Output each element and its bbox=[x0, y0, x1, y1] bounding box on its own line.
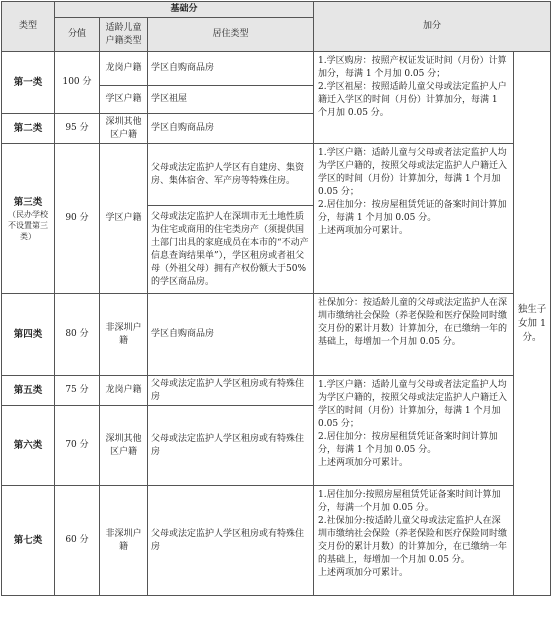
bonus-cell-2 bbox=[314, 144, 514, 294]
type-cell bbox=[2, 144, 55, 294]
score-cell: 80 分 bbox=[55, 294, 100, 376]
only-child-bonus: 独生子女加 1 分。 bbox=[517, 303, 547, 343]
bonus-cell-1 bbox=[314, 52, 514, 144]
hukou-cell: 学区户籍 bbox=[100, 86, 148, 114]
score-cell: 90 分 bbox=[55, 144, 100, 294]
score-cell: 100 分 bbox=[55, 52, 100, 114]
table-row bbox=[2, 486, 551, 596]
type-cell: 第六类 bbox=[2, 406, 55, 486]
hukou-cell: 学区户籍 bbox=[100, 144, 148, 294]
type-cell: 第四类 bbox=[2, 294, 55, 376]
bonus-text: 1.学区户籍：适龄儿童与父母或者法定监护人均为学区户籍的，按照父母或法定监护人户籍迁入学区的时间（月份）计算加分，每满 1 个月加 0.05 分； bbox=[318, 380, 508, 429]
hukou-cell: 深圳其他区户籍 bbox=[100, 406, 148, 486]
table-row bbox=[2, 144, 551, 206]
score-cell: 60 分 bbox=[55, 486, 100, 596]
bonus-cell-4 bbox=[314, 376, 514, 486]
residence-cell: 学区祖屋 bbox=[148, 86, 314, 114]
bonus-text: 上述两项加分可累计。 bbox=[318, 226, 409, 236]
only-child-bonus-cell bbox=[514, 52, 551, 596]
bonus-cell-5 bbox=[314, 486, 514, 596]
bonus-text: 上述两项加分可累计。 bbox=[318, 458, 409, 468]
residence-cell: 父母或法定监护人学区租房或有特殊住房 bbox=[148, 376, 314, 406]
hukou-cell: 深圳其他区户籍 bbox=[100, 114, 148, 144]
bonus-text: 2.社保加分:按适龄儿童父母或法定监护人在深圳市缴纳社会保险（养老保险和医疗保险同时缴交月份的累计月数）的计算加分，在已缴纳一年的基础上，每增加一个月加 0.05 分。 bbox=[318, 516, 508, 565]
bonus-text: 2.居住加分：按房屋租赁凭证的备案时间计算加分，每满 1 个月加 0.05 分。 bbox=[318, 200, 507, 223]
score-cell: 95 分 bbox=[55, 114, 100, 144]
header-type: 类型 bbox=[2, 2, 55, 52]
residence-cell: 父母或法定监护人学区租房或有特殊住房 bbox=[148, 486, 314, 596]
type-cell: 第七类 bbox=[2, 486, 55, 596]
bonus-text: 上述两项加分可累计。 bbox=[318, 568, 409, 578]
hukou-cell: 非深圳户籍 bbox=[100, 294, 148, 376]
bonus-text: 社保加分：按适龄儿童的父母或法定监护人在深圳市缴纳社会保险（养老保险和医疗保险同时缴交月份的累计月数）计算加分，在已缴纳一年的基础上，每增加一个月加 0.05 分。 bbox=[318, 298, 508, 347]
residence-cell: 学区自购商品房 bbox=[148, 114, 314, 144]
hukou-cell: 龙岗户籍 bbox=[100, 376, 148, 406]
bonus-text: 2.居住加分：按房屋租赁凭证备案时间计算加分，每满 1 个月加 0.05 分。 bbox=[318, 432, 498, 455]
type-note: （民办学校不设置第三类） bbox=[8, 209, 48, 241]
bonus-text: 1.居住加分:按照房屋租赁凭证备案时间计算加分，每满一个月加 0.05 分。 bbox=[318, 490, 501, 513]
admission-points-table bbox=[1, 1, 551, 596]
residence-cell: 学区自购商品房 bbox=[148, 294, 314, 376]
table-row bbox=[2, 294, 551, 376]
header-bonus: 加分 bbox=[314, 2, 551, 52]
hukou-cell: 非深圳户籍 bbox=[100, 486, 148, 596]
bonus-text: 1.学区购房：按照产权证发证时间（月份）计算加分，每满 1 个月加 0.05 分； bbox=[318, 56, 507, 79]
residence-cell: 父母或法定监护人在深圳市无土地性质为住宅或商用的住宅类房产（须提供国土部门出具的家庭成员在本市的“不动产信息查询结果单”），学区租房或者祖父母（外祖父母）拥有产权份额大于50%的学区商品房。 bbox=[148, 206, 314, 294]
header-score: 分值 bbox=[55, 18, 100, 52]
score-cell: 75 分 bbox=[55, 376, 100, 406]
header-basic-score: 基础分 bbox=[55, 2, 314, 18]
type-cell: 第五类 bbox=[2, 376, 55, 406]
type-label: 第三类 bbox=[13, 196, 43, 208]
header-residence: 居住类型 bbox=[148, 18, 314, 52]
type-cell: 第一类 bbox=[2, 52, 55, 114]
bonus-cell-3 bbox=[314, 294, 514, 376]
residence-cell: 父母或法定监护人学区有自建房、集资房、集体宿舍、军产房等特殊住房。 bbox=[148, 144, 314, 206]
bonus-text: 1.学区户籍：适龄儿童与父母或者法定监护人均为学区户籍的，按照父母或法定监护人户籍迁入学区的时间（月份）计算加分，每满 1 个月加 0.05 分； bbox=[318, 148, 508, 197]
table-row bbox=[2, 376, 551, 406]
type-cell: 第二类 bbox=[2, 114, 55, 144]
residence-cell: 学区自购商品房 bbox=[148, 52, 314, 86]
score-cell: 70 分 bbox=[55, 406, 100, 486]
residence-cell: 父母或法定监护人学区租房或有特殊住房 bbox=[148, 406, 314, 486]
table-row bbox=[2, 52, 551, 86]
header-hukou: 适龄儿童户籍类型 bbox=[100, 18, 148, 52]
header-row-1 bbox=[2, 2, 551, 18]
hukou-cell: 龙岗户籍 bbox=[100, 52, 148, 86]
bonus-text: 2.学区祖屋：按照适龄儿童父母或法定监护人户籍迁入学区的时间（月份）计算加分，每满 1 个月加 0.05 分。 bbox=[318, 82, 507, 118]
